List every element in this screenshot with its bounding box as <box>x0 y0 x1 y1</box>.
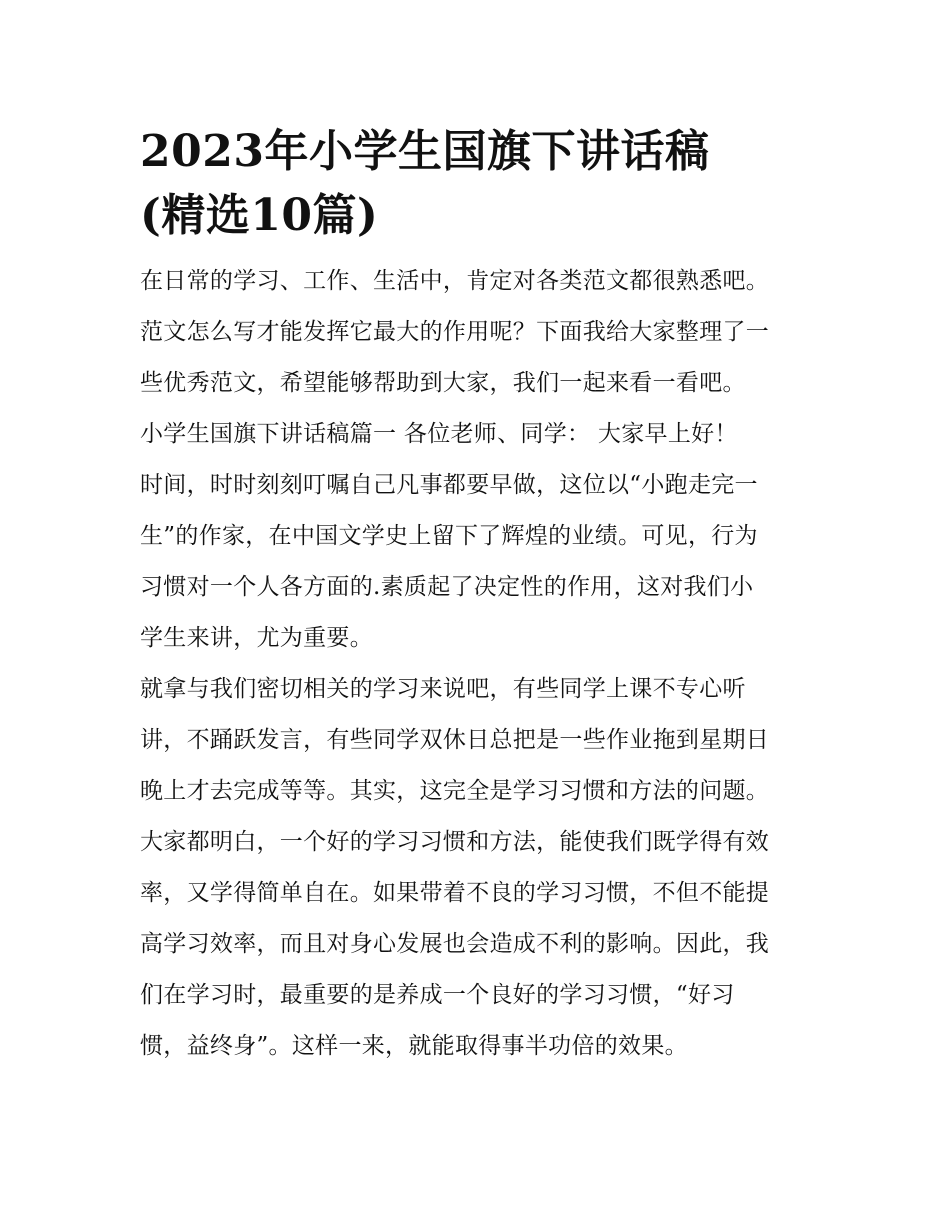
body-line: 大家都明白，一个好的学习习惯和方法，能使我们既学得有效 <box>140 829 770 855</box>
document-content <box>140 120 820 1072</box>
title-line: (精选10篇) <box>140 190 379 241</box>
title-line: 2023年小学生国旗下讲话稿 <box>140 126 710 177</box>
body-line: 些优秀范文，希望能够帮助到大家，我们一起来看一看吧。 <box>140 370 746 396</box>
body-line: 惯，益终身”。这样一来，就能取得事半功倍的效果。 <box>140 1033 688 1059</box>
body-line: 范文怎么写才能发挥它最大的作用呢？下面我给大家整理了一 <box>140 319 770 345</box>
body-line: 晚上才去完成等等。其实，这完全是学习习惯和方法的问题。 <box>140 778 770 804</box>
document-title <box>140 120 820 248</box>
body-line: 讲，不踊跃发言，有些同学双休日总把是一些作业拖到星期日 <box>140 727 770 753</box>
body-line: 们在学习时，最重要的是养成一个良好的学习习惯，“好习 <box>140 982 735 1008</box>
body-line: 率，又学得简单自在。如果带着不良的学习习惯，不但不能提 <box>140 880 770 906</box>
body-line: 时间，时时刻刻叮嘱自己凡事都要早做，这位以“小跑走完一 <box>140 472 758 498</box>
body-line: 生”的作家，在中国文学史上留下了辉煌的业绩。可见，行为 <box>140 523 758 549</box>
body-line: 学生来讲，尤为重要。 <box>140 625 373 651</box>
body-line: 就拿与我们密切相关的学习来说吧，有些同学上课不专心听 <box>140 676 746 702</box>
body-line: 高学习效率，而且对身心发展也会造成不利的影响。因此，我 <box>140 931 770 957</box>
document-body <box>140 256 820 1072</box>
body-line: 在日常的学习、工作、生活中，肯定对各类范文都很熟悉吧。 <box>140 268 770 294</box>
body-line: 小学生国旗下讲话稿篇一 各位老师、同学： 大家早上好！ <box>140 421 738 447</box>
body-line: 习惯对一个人各方面的.素质起了决定性的作用，这对我们小 <box>140 574 754 600</box>
